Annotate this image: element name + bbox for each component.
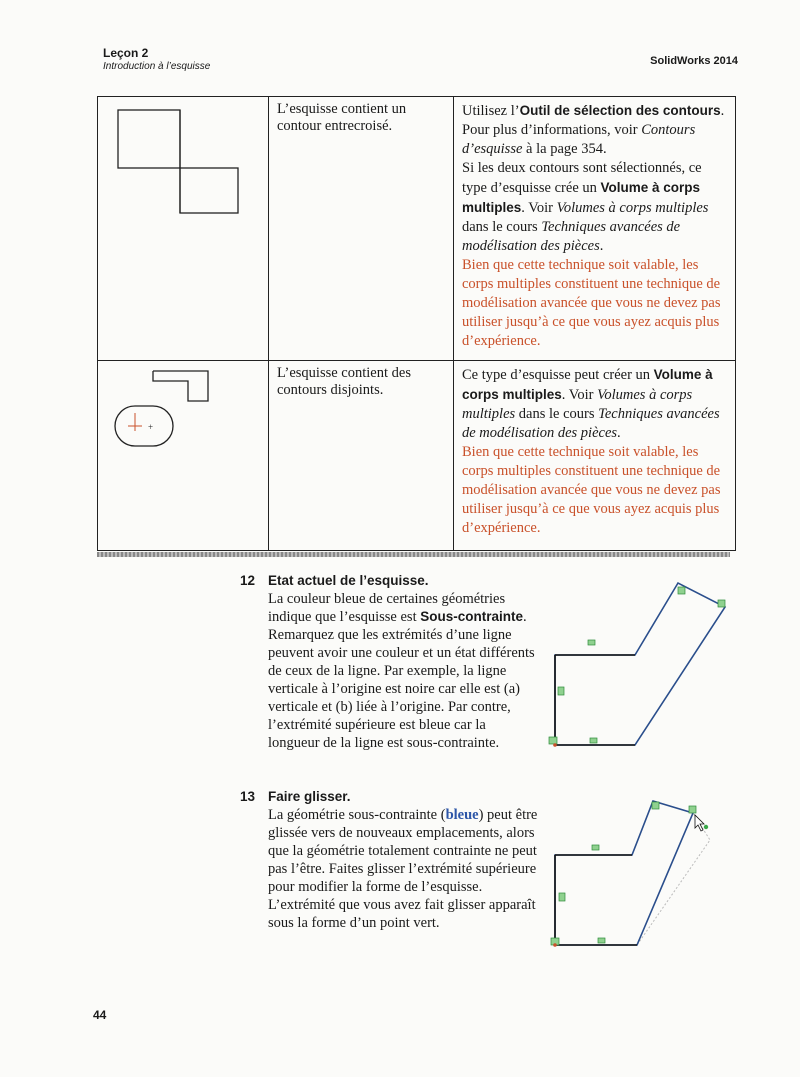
step-13 (240, 788, 540, 932)
page-number: 44 (93, 1008, 107, 1022)
row2-solution (454, 361, 736, 551)
text: dans le cours (515, 406, 599, 422)
warning-note: Bien que cette technique soit valable, les corps multiples constituent une technique de modélisation avancée que vous ne devez pas utiliser jusqu’à ce que vous ayez acquis plus d’expérience. (462, 444, 721, 536)
text: . Remarquez que les extrémités d’une ligne peuvent avoir une couleur et un état différents de ceux de la ligne. Par exemple, la ligne verticale à l’origine est noire car elle est (a) verticale et (b) liée à l’origine. Par contre, l’extrémité supérieure est bleue car la longueur de la ligne est sous-contrainte. (268, 609, 535, 751)
text: à la page 354. (522, 141, 607, 157)
step-title: Faire glisser. (268, 789, 351, 804)
text: . (617, 425, 621, 441)
crossed-contour-illustration (98, 97, 269, 361)
svg-text:+: + (148, 422, 154, 432)
page-header-left (103, 47, 210, 73)
cursor-arrow-icon (695, 815, 704, 831)
warning-note: Bien que cette technique soit valable, les corps multiples constituent une technique de modélisation avancée que vous ne devez pas utiliser jusqu’à ce que vous ayez acquis plus d’expérience. (462, 257, 721, 349)
text: . Voir (521, 200, 557, 216)
step-12 (240, 572, 540, 752)
reference: Volumes à corps multiples (462, 387, 693, 422)
text: ) peut être glissée vers de nouveaux emplacements, alors que la géométrie totalement contrainte ne peut pas l’être. Faites glisser l’extrémité supérieure pour modifier la forme de l’esquisse. L’extrémité que vous avez fait glisser apparaît sous la forme d’un point vert. (268, 807, 538, 931)
row1-solution (454, 97, 736, 361)
contour-select-tool-term: Outil de sélection des contours (519, 103, 721, 118)
multibody-term: Volume à corps multiples (462, 180, 701, 215)
reference-link: Contours d’esquisse (462, 122, 696, 157)
step-number: 13 (240, 789, 256, 804)
product-name: SolidWorks 2014 (650, 55, 738, 67)
step-number: 12 (240, 573, 256, 588)
step-body (240, 590, 540, 752)
sketch-square-top (118, 110, 180, 168)
text: . Pour plus d’informations, voir (462, 103, 725, 138)
lesson-number: Leçon 2 (103, 46, 149, 60)
sketch-slot (115, 406, 173, 446)
table-row (98, 97, 736, 361)
course-reference: Techniques avancées de modélisation des pièces (462, 219, 681, 254)
step-body (240, 806, 540, 932)
sketch-issues-table (97, 96, 736, 551)
text: dans le cours (462, 219, 542, 235)
crossed-contour-sketch-icon (98, 97, 268, 355)
disjoint-contours-sketch-icon (98, 361, 268, 545)
under-defined-term: Sous-contrainte (420, 609, 523, 624)
section-divider (97, 552, 730, 557)
sketch-l-shape (153, 371, 208, 401)
table-row (98, 361, 736, 551)
text: Ce type d’esquisse peut créer un (462, 367, 654, 383)
multibody-term: Volume à corps multiples (462, 367, 713, 402)
step-title: Etat actuel de l’esquisse. (268, 573, 429, 588)
blue-term: bleue (445, 807, 479, 823)
text: Utilisez l’ (462, 103, 520, 119)
disjoint-contour-illustration (98, 361, 269, 551)
course-reference: Techniques avancées de modélisation des pièces (462, 406, 720, 441)
text: La couleur bleue de certaines géométries indique que l’esquisse est (268, 591, 506, 625)
current-sketch-state-icon (540, 575, 740, 750)
row2-description: L’esquisse contient des contours disjoints. (269, 361, 454, 551)
text: . Voir (561, 387, 598, 403)
sketch-square-bottom (180, 168, 238, 213)
drag-sketch-icon (540, 795, 740, 960)
text: . (599, 238, 604, 254)
text: Si les deux contours sont sélectionnés, ce type d’esquisse crée un (462, 160, 702, 196)
lesson-subtitle: Introduction à l’esquisse (103, 61, 211, 72)
row1-description: L’esquisse contient un contour entrecroisé. (269, 97, 454, 361)
reference: Volumes à corps multiples (556, 200, 709, 216)
text: La géométrie sous-contrainte ( (268, 807, 446, 823)
